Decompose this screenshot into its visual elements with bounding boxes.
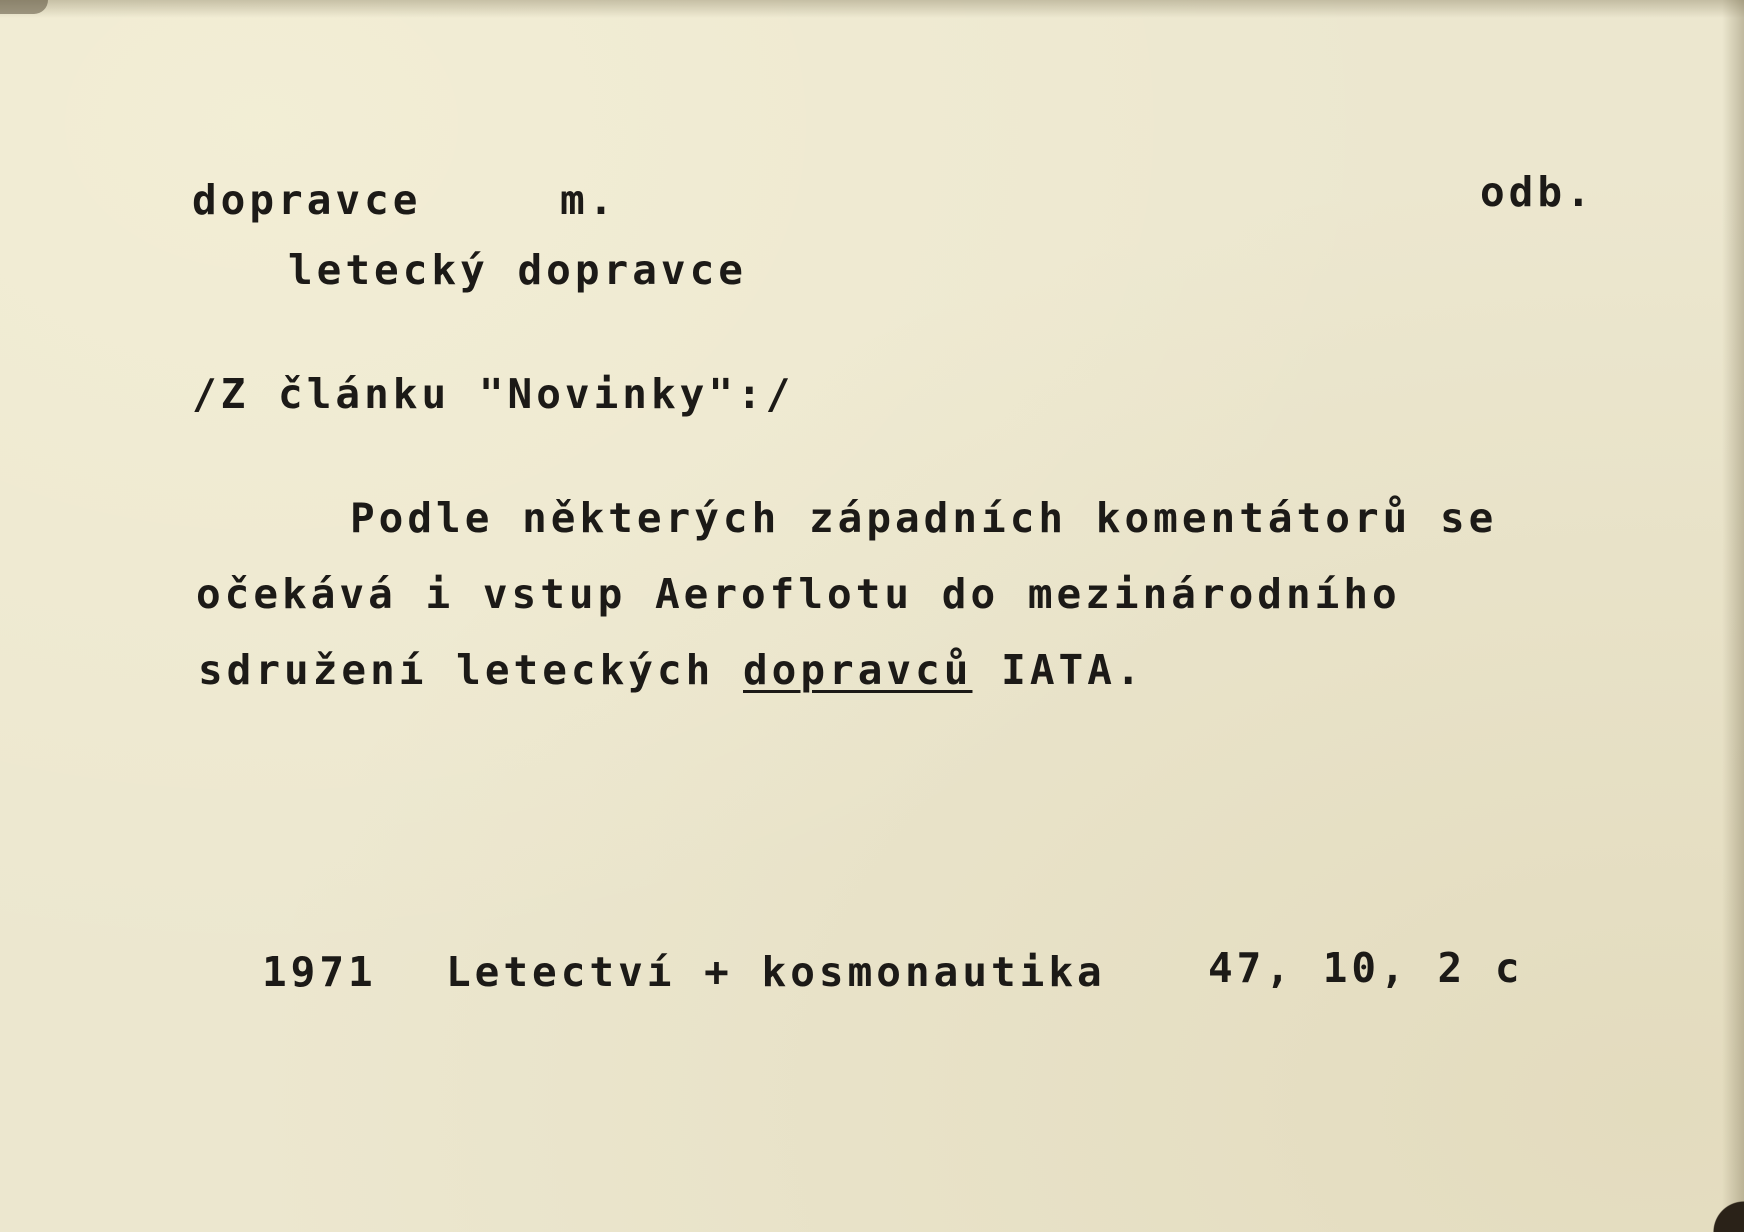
- card-right-edge: [1722, 0, 1744, 1232]
- card-corner-shadow: [0, 0, 48, 14]
- gender-label: m.: [560, 176, 618, 224]
- source-intro: /Z článku "Novinky":/: [192, 370, 795, 418]
- quote-line-3-start: sdružení leteckých: [198, 646, 743, 694]
- citation-reference: 47, 10, 2 c: [1208, 944, 1524, 992]
- card-corner-bottom-right: [1684, 1172, 1744, 1232]
- citation-year: 1971: [262, 948, 377, 996]
- quote-line-2: očekává i vstup Aeroflotu do mezinárodního: [196, 570, 1401, 618]
- field-label: odb.: [1480, 168, 1595, 216]
- underlined-term: dopravců: [743, 646, 973, 694]
- quote-line-3-end: IATA.: [972, 646, 1145, 694]
- card-top-edge: [0, 0, 1744, 18]
- quote-line-3: [198, 646, 1145, 694]
- quote-line-1: Podle některých západních komentátorů se: [350, 494, 1498, 542]
- citation-publication: Letectví + kosmonautika: [446, 948, 1106, 996]
- headword: dopravce: [192, 176, 422, 224]
- example-phrase: letecký dopravce: [288, 246, 747, 294]
